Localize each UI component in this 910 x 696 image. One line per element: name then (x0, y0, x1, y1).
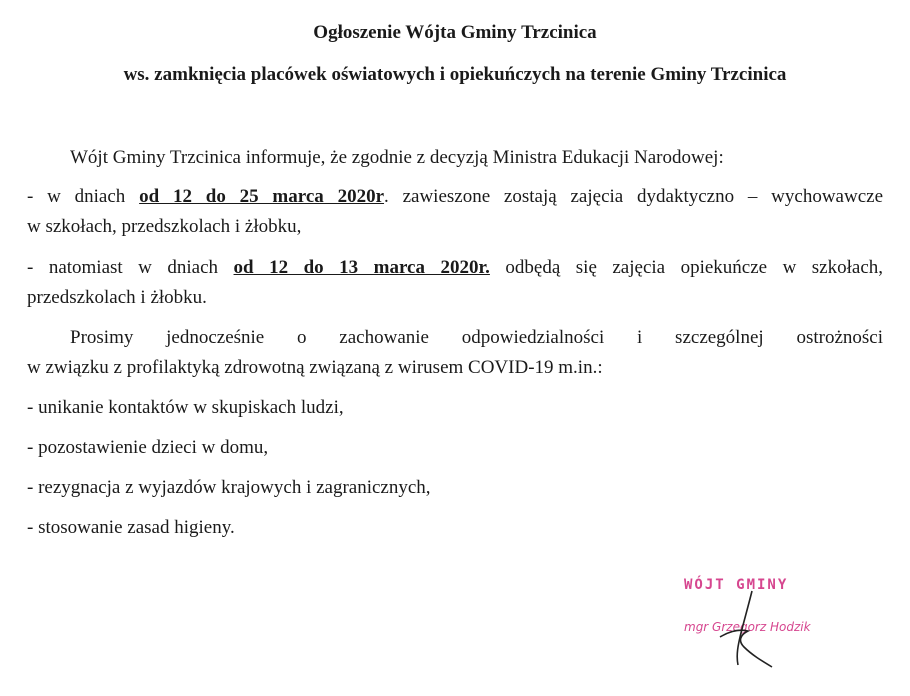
bullet-item: - stosowanie zasad higieny. (27, 517, 235, 538)
bullet-item: - unikanie kontaktów w skupiskach ludzi, (27, 397, 344, 418)
request-line1: Prosimy jednocześnie o zachowanie odpowiedzialności i szczególnej ostrożności (70, 327, 883, 348)
item1-line2: w szkołach, przedszkolach i żłobku, (27, 216, 302, 237)
item2-prefix: - natomiast w dniach (27, 257, 219, 278)
document-title: Ogłoszenie Wójta Gminy Trzcinica (313, 22, 597, 43)
stamp-name: mgr Grzegorz Hodzik (684, 620, 811, 634)
request-line2: w związku z profilaktyką zdrowotną związaną z wirusem COVID-19 m.in.: (27, 357, 603, 378)
item1-dates: od 12 do 25 marca 2020r (139, 186, 385, 207)
handwritten-signature (700, 585, 790, 675)
intro-paragraph: Wójt Gminy Trzcinica informuje, że zgodnie z decyzją Ministra Edukacji Narodowej: (70, 147, 724, 168)
item2-line2: przedszkolach i żłobku. (27, 287, 207, 308)
stamp-title: WÓJT GMINY (684, 577, 789, 593)
item2-dates: od 12 do 13 marca 2020r. (233, 257, 490, 278)
item1-suffix: . zawieszone zostają zajęcia dydaktyczno – wychowawcze (384, 186, 884, 207)
item2-line1 (27, 256, 883, 280)
item1-prefix: - w dniach (27, 186, 126, 207)
item2-suffix: odbędą się zajęcia opiekuńcze w szkołach, (505, 257, 884, 278)
bullet-item: - rezygnacja z wyjazdów krajowych i zagranicznych, (27, 477, 431, 498)
bullet-item: - pozostawienie dzieci w domu, (27, 437, 269, 458)
document-subtitle: ws. zamknięcia placówek oświatowych i opiekuńczych na terenie Gminy Trzcinica (123, 64, 787, 85)
item1-line1 (27, 185, 883, 209)
